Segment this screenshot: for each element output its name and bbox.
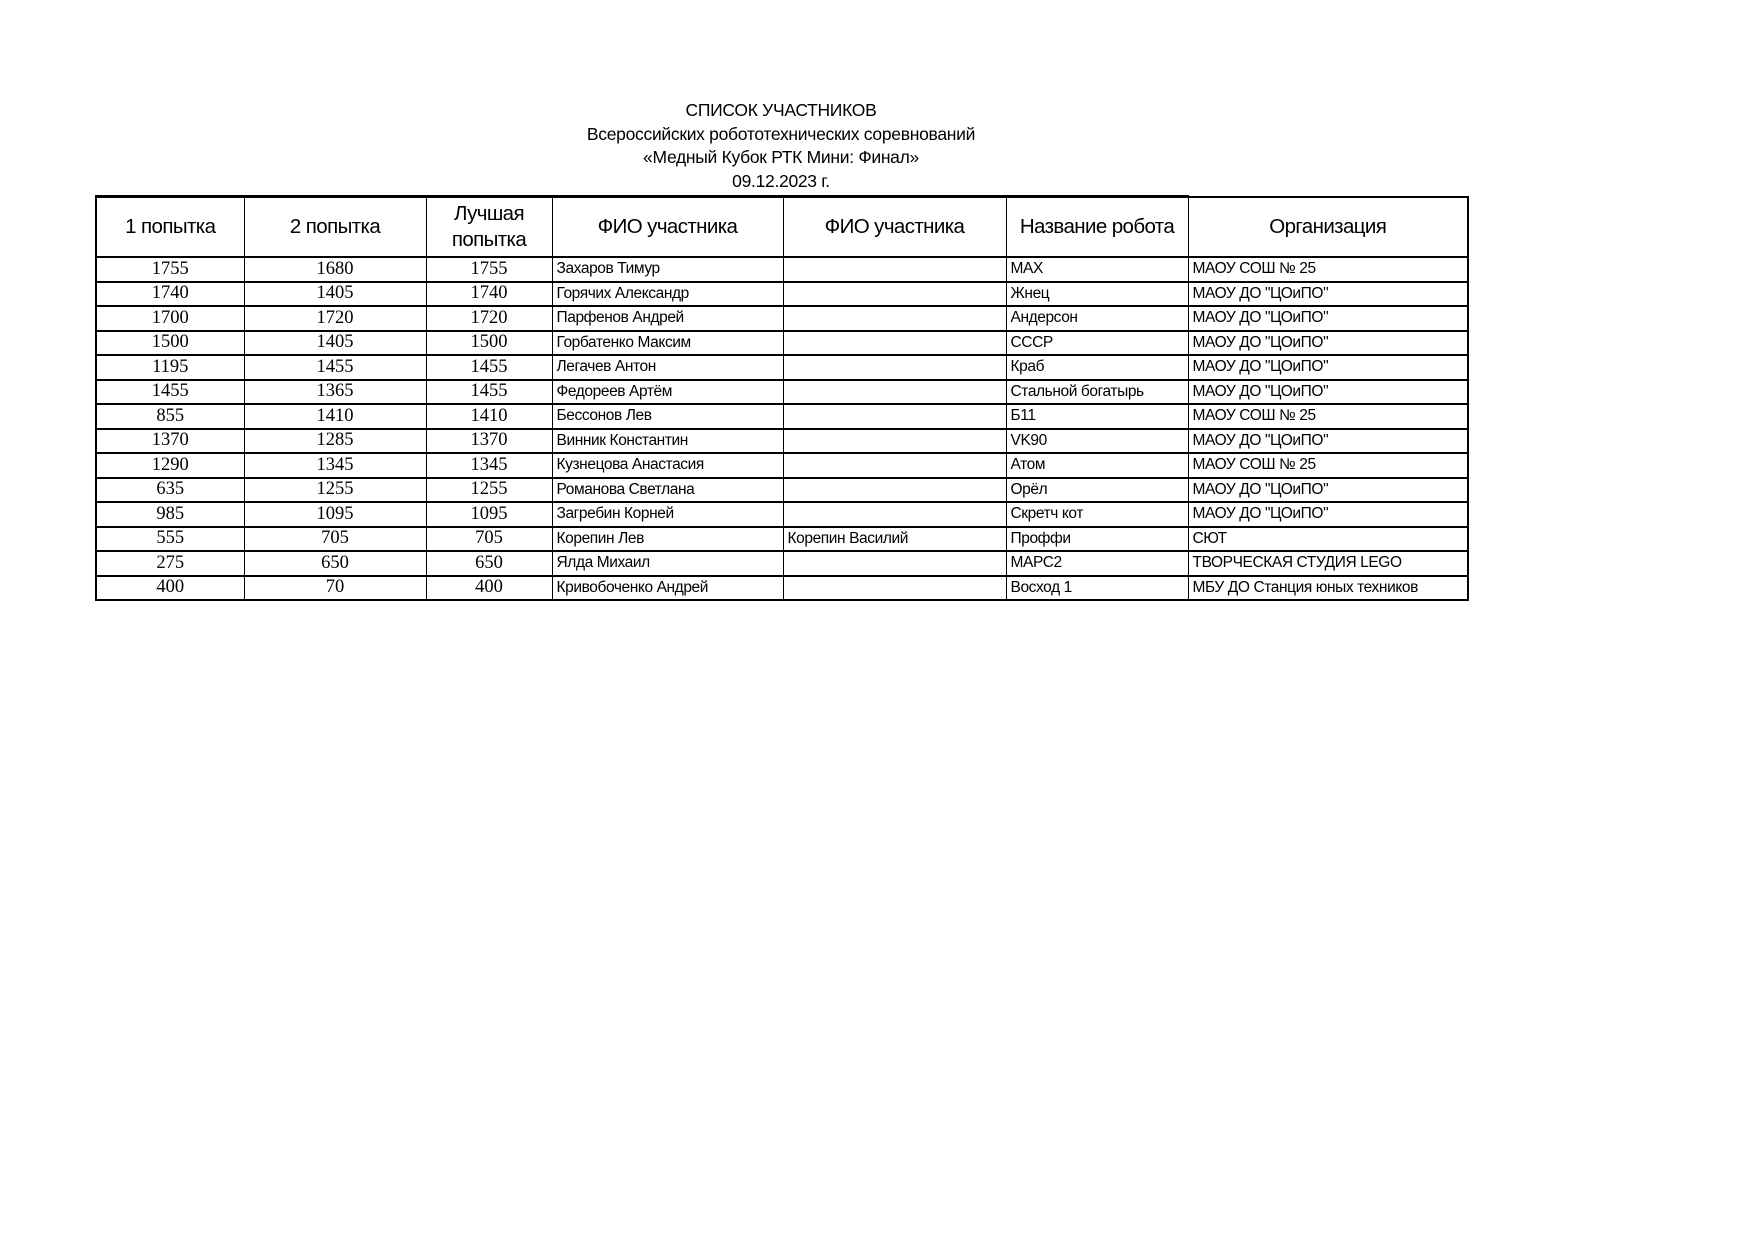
cell-robot-name: MAX bbox=[1006, 257, 1188, 282]
cell-participant-name: Ялда Михаил bbox=[552, 551, 783, 576]
cell-attempt-2: 1405 bbox=[244, 331, 426, 356]
cell-robot-name: СССР bbox=[1006, 331, 1188, 356]
cell-participant-name: Винник Константин bbox=[552, 429, 783, 454]
cell-participant-name-2 bbox=[783, 404, 1006, 429]
cell-best-attempt: 1755 bbox=[426, 257, 552, 282]
cell-participant-name: Кривобоченко Андрей bbox=[552, 576, 783, 601]
cell-participant-name-2 bbox=[783, 355, 1006, 380]
cell-robot-name: Б11 bbox=[1006, 404, 1188, 429]
cell-participant-name-2 bbox=[783, 576, 1006, 601]
cell-attempt-2: 1455 bbox=[244, 355, 426, 380]
title-date: 09.12.2023 г. bbox=[732, 170, 830, 191]
cell-organization: МАОУ ДО "ЦОиПО" bbox=[1188, 331, 1468, 356]
participants-table-header bbox=[96, 197, 1468, 258]
header-attempt-1: 1 попытка bbox=[96, 197, 244, 258]
cell-robot-name: МАРС2 bbox=[1006, 551, 1188, 576]
header-row bbox=[96, 197, 1468, 258]
cell-robot-name: Орёл bbox=[1006, 478, 1188, 503]
cell-organization: МАОУ ДО "ЦОиПО" bbox=[1188, 429, 1468, 454]
header-robot-name: Название робота bbox=[1006, 197, 1188, 258]
cell-organization: МАОУ ДО "ЦОиПО" bbox=[1188, 478, 1468, 503]
cell-attempt-1: 1290 bbox=[96, 453, 244, 478]
cell-attempt-2: 1680 bbox=[244, 257, 426, 282]
title-participants-list: СПИСОК УЧАСТНИКОВ bbox=[685, 100, 877, 120]
cell-attempt-2: 1095 bbox=[244, 502, 426, 527]
cell-attempt-2: 1405 bbox=[244, 282, 426, 307]
cell-participant-name: Захаров Тимур bbox=[552, 257, 783, 282]
cell-participant-name: Горбатенко Максим bbox=[552, 331, 783, 356]
table-row bbox=[96, 502, 1468, 527]
cell-robot-name: Скретч кот bbox=[1006, 502, 1188, 527]
cell-robot-name: Жнец bbox=[1006, 282, 1188, 307]
cell-participant-name-2 bbox=[783, 282, 1006, 307]
cell-participant-name-2 bbox=[783, 331, 1006, 356]
cell-organization: МАОУ ДО "ЦОиПО" bbox=[1188, 380, 1468, 405]
table-row bbox=[96, 551, 1468, 576]
header-attempt-2: 2 попытка bbox=[244, 197, 426, 258]
cell-attempt-2: 705 bbox=[244, 527, 426, 552]
cell-attempt-1: 985 bbox=[96, 502, 244, 527]
cell-best-attempt: 1410 bbox=[426, 404, 552, 429]
cell-participant-name-2 bbox=[783, 306, 1006, 331]
cell-participant-name: Загребин Корней bbox=[552, 502, 783, 527]
cell-attempt-1: 1455 bbox=[96, 380, 244, 405]
cell-participant-name: Бессонов Лев bbox=[552, 404, 783, 429]
cell-robot-name: Атом bbox=[1006, 453, 1188, 478]
cell-attempt-1: 1370 bbox=[96, 429, 244, 454]
cell-participant-name-2 bbox=[783, 429, 1006, 454]
table-row bbox=[96, 257, 1468, 282]
title-cup-name: «Медный Кубок РТК Мини: Финал» bbox=[643, 147, 919, 167]
cell-organization: СЮТ bbox=[1188, 527, 1468, 552]
table-row bbox=[96, 306, 1468, 331]
table-row bbox=[96, 282, 1468, 307]
cell-organization: МАОУ ДО "ЦОиПО" bbox=[1188, 355, 1468, 380]
cell-participant-name-2 bbox=[783, 257, 1006, 282]
header-participant-name: ФИО участника bbox=[552, 197, 783, 258]
table-row bbox=[96, 478, 1468, 503]
cell-participant-name: Кузнецова Анастасия bbox=[552, 453, 783, 478]
cell-participant-name: Парфенов Андрей bbox=[552, 306, 783, 331]
cell-participant-name-2 bbox=[783, 551, 1006, 576]
cell-attempt-2: 1285 bbox=[244, 429, 426, 454]
cell-attempt-1: 635 bbox=[96, 478, 244, 503]
cell-organization: МАОУ ДО "ЦОиПО" bbox=[1188, 282, 1468, 307]
cell-robot-name: Краб bbox=[1006, 355, 1188, 380]
participants-table-body bbox=[96, 257, 1468, 600]
cell-participant-name-2: Корепин Василий bbox=[783, 527, 1006, 552]
cell-attempt-2: 70 bbox=[244, 576, 426, 601]
cell-participant-name: Горячих Александр bbox=[552, 282, 783, 307]
cell-attempt-1: 1700 bbox=[96, 306, 244, 331]
table-row bbox=[96, 404, 1468, 429]
table-row bbox=[96, 453, 1468, 478]
cell-best-attempt: 1720 bbox=[426, 306, 552, 331]
cell-best-attempt: 400 bbox=[426, 576, 552, 601]
cell-participant-name: Корепин Лев bbox=[552, 527, 783, 552]
cell-robot-name: Проффи bbox=[1006, 527, 1188, 552]
cell-organization: МАОУ ДО "ЦОиПО" bbox=[1188, 502, 1468, 527]
table-row bbox=[96, 576, 1468, 601]
cell-best-attempt: 1095 bbox=[426, 502, 552, 527]
cell-participant-name: Романова Светлана bbox=[552, 478, 783, 503]
cell-attempt-1: 1195 bbox=[96, 355, 244, 380]
cell-attempt-1: 855 bbox=[96, 404, 244, 429]
cell-attempt-2: 1255 bbox=[244, 478, 426, 503]
cell-best-attempt: 1455 bbox=[426, 355, 552, 380]
table-row bbox=[96, 331, 1468, 356]
cell-participant-name-2 bbox=[783, 453, 1006, 478]
cell-best-attempt: 1740 bbox=[426, 282, 552, 307]
cell-best-attempt: 1500 bbox=[426, 331, 552, 356]
cell-robot-name: Андерсон bbox=[1006, 306, 1188, 331]
table-row bbox=[96, 429, 1468, 454]
cell-participant-name-2 bbox=[783, 502, 1006, 527]
cell-attempt-2: 650 bbox=[244, 551, 426, 576]
cell-organization: МАОУ СОШ № 25 bbox=[1188, 404, 1468, 429]
participants-table bbox=[95, 195, 1469, 601]
cell-attempt-2: 1720 bbox=[244, 306, 426, 331]
cell-robot-name: VK90 bbox=[1006, 429, 1188, 454]
cell-organization: МБУ ДО Станция юных техников bbox=[1188, 576, 1468, 601]
cell-best-attempt: 1345 bbox=[426, 453, 552, 478]
cell-attempt-1: 1740 bbox=[96, 282, 244, 307]
cell-attempt-2: 1410 bbox=[244, 404, 426, 429]
cell-attempt-1: 400 bbox=[96, 576, 244, 601]
table-row bbox=[96, 527, 1468, 552]
cell-robot-name: Восход 1 bbox=[1006, 576, 1188, 601]
cell-attempt-1: 555 bbox=[96, 527, 244, 552]
cell-best-attempt: 650 bbox=[426, 551, 552, 576]
header-participant-name-2: ФИО участника bbox=[783, 197, 1006, 258]
cell-attempt-2: 1365 bbox=[244, 380, 426, 405]
cell-best-attempt: 1370 bbox=[426, 429, 552, 454]
cell-organization: МАОУ СОШ № 25 bbox=[1188, 453, 1468, 478]
cell-participant-name: Федореев Артём bbox=[552, 380, 783, 405]
cell-attempt-1: 1500 bbox=[96, 331, 244, 356]
header-best-attempt: Лучшая попытка bbox=[426, 197, 552, 258]
cell-best-attempt: 1255 bbox=[426, 478, 552, 503]
header-organization: Организация bbox=[1188, 197, 1468, 258]
title-competition: Всероссийских робототехнических соревнований bbox=[586, 123, 976, 144]
cell-attempt-1: 1755 bbox=[96, 257, 244, 282]
cell-best-attempt: 705 bbox=[426, 527, 552, 552]
document-title-block bbox=[95, 99, 1467, 193]
table-row bbox=[96, 355, 1468, 380]
cell-participant-name-2 bbox=[783, 478, 1006, 503]
cell-organization: МАОУ СОШ № 25 bbox=[1188, 257, 1468, 282]
cell-robot-name: Стальной богатырь bbox=[1006, 380, 1188, 405]
cell-best-attempt: 1455 bbox=[426, 380, 552, 405]
cell-attempt-1: 275 bbox=[96, 551, 244, 576]
cell-organization: МАОУ ДО "ЦОиПО" bbox=[1188, 306, 1468, 331]
cell-attempt-2: 1345 bbox=[244, 453, 426, 478]
table-row bbox=[96, 380, 1468, 405]
cell-participant-name: Легачев Антон bbox=[552, 355, 783, 380]
cell-organization: ТВОРЧЕСКАЯ СТУДИЯ LEGO bbox=[1188, 551, 1468, 576]
cell-participant-name-2 bbox=[783, 380, 1006, 405]
